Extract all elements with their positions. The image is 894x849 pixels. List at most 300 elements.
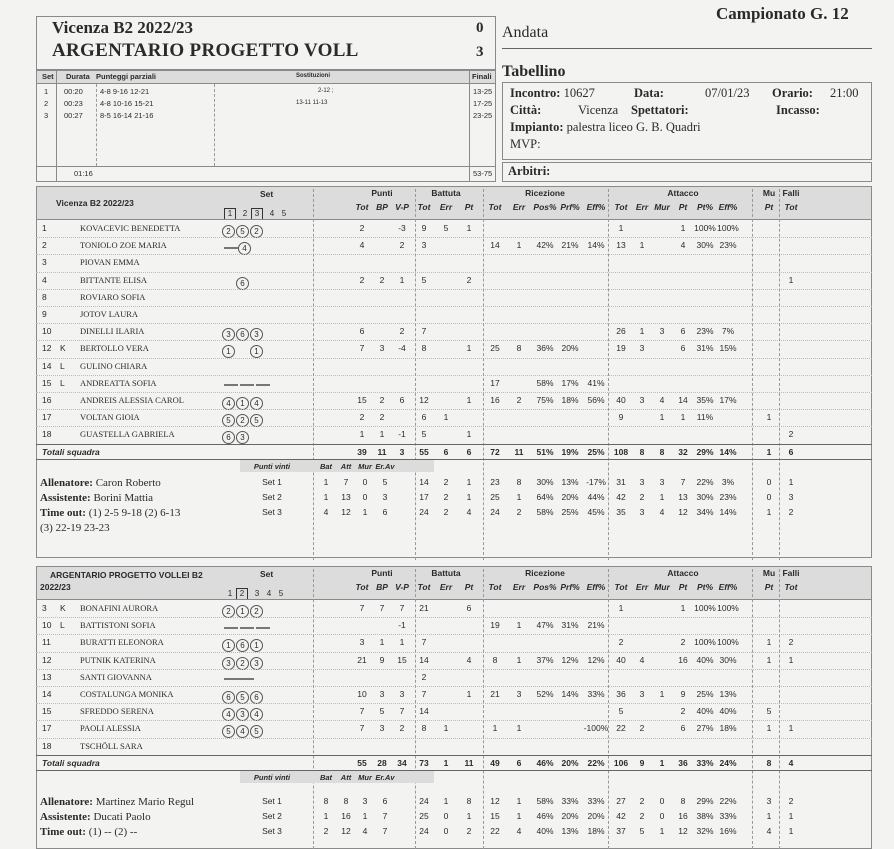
set-number-3: 3 — [251, 208, 263, 220]
summary-set-label: Set 1 — [262, 477, 282, 487]
set-position-circle: 3 — [236, 708, 249, 721]
stat-cell: 1 — [516, 654, 522, 665]
stat-cell: 2 — [788, 637, 794, 648]
col-head-11: Tot — [614, 202, 628, 212]
impianto-value: palestra liceo G. B. Quadri — [566, 120, 701, 134]
summary-cell: 1 — [362, 507, 368, 517]
row-divider — [36, 306, 872, 307]
stat-cell: 3 — [421, 240, 427, 251]
stat-cell: 16 — [678, 654, 688, 665]
substitute-dash — [240, 384, 254, 386]
col-head-8: Pos% — [533, 582, 557, 592]
stat-cell: 25 — [490, 343, 500, 354]
summary-cell: 2 — [639, 796, 645, 806]
summary-head-1: Bat — [319, 773, 333, 782]
summary-cell: 6 — [382, 796, 388, 806]
stat-cell: 40% — [696, 706, 714, 717]
tabellino-title: Tabellino — [502, 63, 566, 80]
summary-cell: 6 — [382, 507, 388, 517]
stat-cell: 40 — [616, 395, 626, 405]
set-duration: 00:20 — [64, 87, 83, 96]
sets-col-sostituzioni: Sostituzioni — [296, 73, 330, 79]
stat-cell: 1 — [466, 689, 472, 699]
stat-cell: 9 — [421, 223, 427, 233]
stat-cell: 7 — [421, 689, 427, 699]
stat-cell: 2 — [788, 429, 794, 440]
summary-cell: 5 — [382, 477, 388, 487]
stat-cell: 23% — [696, 326, 714, 337]
total-cell: 46% — [536, 758, 554, 768]
summary-cell: 7 — [382, 811, 388, 821]
col-group-mu: Mu — [762, 188, 776, 198]
team1-name: Vicenza B2 2022/23 — [56, 198, 134, 208]
stat-cell: -3 — [398, 223, 406, 233]
summary-cell: 0 — [766, 492, 772, 502]
total-cell: 20% — [561, 758, 579, 768]
sets-col-set: Set — [42, 72, 54, 81]
player-number: 1 — [42, 223, 47, 233]
stat-cell: 1 — [766, 412, 772, 423]
stat-cell: 10 — [357, 689, 367, 699]
divider — [502, 48, 872, 49]
stat-cell: 2 — [399, 723, 405, 734]
summary-cell: 20% — [561, 492, 579, 502]
stat-cell: 3 — [379, 343, 385, 354]
set-number-4: 4 — [266, 589, 272, 598]
stat-cell: 1 — [788, 654, 794, 665]
total-cell: 72 — [490, 447, 500, 457]
stat-cell: 7 — [359, 706, 365, 717]
col-group-battuta: Battuta — [431, 188, 461, 198]
stat-cell: 4 — [466, 654, 472, 665]
set-position-circle: 2 — [222, 605, 235, 618]
stat-cell: 18% — [719, 723, 737, 734]
stat-cell: 1 — [680, 603, 686, 613]
row-divider — [36, 392, 872, 393]
stat-cell: 2 — [680, 706, 686, 717]
assistant-name: Borini Mattia — [93, 492, 154, 504]
row-divider — [36, 272, 872, 273]
column-divider — [313, 569, 314, 849]
set-position-circle: 3 — [222, 657, 235, 670]
stat-cell: 2 — [359, 412, 365, 423]
player-name: PUTNIK KATERINA — [80, 654, 156, 665]
summary-cell: 15 — [490, 811, 500, 821]
total-cell: 33% — [696, 758, 714, 768]
player-number: 16 — [42, 395, 52, 405]
set-number-1: 1 — [224, 208, 236, 220]
summary-cell: 38% — [696, 811, 714, 821]
col-head-3: Tot — [417, 582, 431, 592]
summary-head-1: Bat — [319, 462, 333, 471]
player-number: 12 — [42, 654, 52, 665]
total-cell: 32 — [678, 447, 688, 457]
player-name: TSCHÖLL SARA — [80, 740, 143, 751]
stat-cell: 4 — [359, 240, 365, 251]
player-number: 18 — [42, 429, 52, 440]
col-head-17: Pt — [764, 202, 774, 212]
set-number: 1 — [44, 87, 49, 96]
player-name: PIOVAN EMMA — [80, 257, 140, 268]
set-position-circle: 5 — [222, 725, 235, 738]
summary-head-3: Mur — [358, 462, 372, 471]
arbitri-box — [502, 162, 872, 182]
summary-cell: 40% — [536, 826, 554, 836]
summary-cell: 1 — [466, 811, 472, 821]
row-divider — [36, 738, 872, 739]
summary-cell: 37 — [616, 826, 626, 836]
assistant-name: Ducati Paolo — [93, 811, 151, 823]
summary-cell: 44% — [587, 492, 605, 502]
summary-cell: 14% — [719, 507, 737, 517]
set-position-circle: 1 — [250, 345, 263, 358]
player-number: 15 — [42, 706, 52, 717]
stat-cell: 2 — [466, 274, 472, 285]
substitute-dash — [256, 384, 270, 386]
divider — [214, 84, 215, 166]
summary-head-4: Er.Av — [375, 773, 395, 782]
stat-cell: 1 — [443, 723, 449, 734]
set-number-5: 5 — [281, 209, 287, 218]
stat-cell: 1 — [379, 637, 385, 648]
stat-cell: 7 — [359, 603, 365, 613]
col-head-11: Tot — [614, 582, 628, 592]
summary-cell: 16 — [341, 811, 351, 821]
total-cell: 49 — [490, 758, 500, 768]
summary-cell: 2 — [788, 507, 794, 517]
total-cell: 4 — [788, 758, 794, 768]
coach-name: Martinez Mario Regul — [95, 796, 195, 808]
stat-cell: 1 — [766, 654, 772, 665]
stat-cell: 37% — [536, 654, 554, 665]
col-head-12: Err — [635, 582, 649, 592]
set-position-circle: 4 — [250, 397, 263, 410]
summary-cell: 4 — [466, 507, 472, 517]
stat-cell: 15 — [397, 654, 407, 665]
summary-cell: 1 — [659, 826, 665, 836]
player-number: 10 — [42, 326, 52, 337]
stat-cell: 1 — [618, 603, 624, 613]
stat-cell: 6 — [466, 603, 472, 613]
summary-cell: 0 — [362, 477, 368, 487]
team1-timeout-row — [40, 507, 180, 519]
stat-cell: 100% — [694, 603, 716, 613]
substitute-dash — [224, 384, 238, 386]
row-divider — [36, 289, 872, 290]
stat-cell: 1 — [443, 412, 449, 423]
team2-assistant-row — [40, 811, 151, 823]
set-number: 2 — [44, 99, 49, 108]
column-divider — [752, 189, 753, 560]
total-cell: 39 — [357, 447, 367, 457]
summary-cell: 3 — [639, 507, 645, 517]
substitute-dash — [240, 627, 254, 629]
stat-cell: 2 — [359, 223, 365, 233]
col-head-2: V-P — [395, 202, 409, 212]
summary-cell: 12 — [678, 826, 688, 836]
summary-cell: 42 — [616, 811, 626, 821]
summary-cell: 0 — [659, 796, 665, 806]
row-divider — [36, 703, 872, 704]
summary-cell: 1 — [788, 811, 794, 821]
stat-cell: 52% — [536, 689, 554, 699]
stat-cell: 6 — [680, 723, 686, 734]
set-position-circle: 1 — [236, 605, 249, 618]
summary-cell: 1 — [362, 811, 368, 821]
set-position-circle: 2 — [250, 605, 263, 618]
total-cell: 51% — [536, 447, 554, 457]
divider — [36, 166, 496, 167]
player-name: JOTOV LAURA — [80, 309, 139, 319]
impianto-row — [510, 120, 701, 135]
set-number-4: 4 — [269, 209, 275, 218]
stat-cell: 7 — [421, 637, 427, 648]
stat-cell: 1 — [379, 429, 385, 440]
col-head-1: BP — [376, 582, 388, 592]
player-name: GULINO CHIARA — [80, 360, 148, 371]
summary-cell: 8 — [680, 796, 686, 806]
col-head-14: Pt — [678, 202, 688, 212]
total-cell: 29% — [696, 447, 714, 457]
stat-cell: 1 — [639, 326, 645, 337]
stat-cell: 2 — [399, 240, 405, 251]
player-number: 9 — [42, 309, 47, 319]
summary-set-label: Set 2 — [262, 492, 282, 502]
divider — [56, 71, 57, 181]
summary-cell: 3% — [721, 477, 735, 487]
total-cell: 24% — [719, 758, 737, 768]
spettatori-label: Spettatori: — [631, 103, 689, 117]
stat-cell: 21 — [419, 603, 429, 613]
stat-cell: 2 — [516, 395, 522, 405]
stat-cell: 4 — [680, 240, 686, 251]
summary-cell: 1 — [323, 477, 329, 487]
set-position-circle: 6 — [236, 277, 249, 290]
player-number: 12 — [42, 343, 52, 354]
summary-cell: 22% — [719, 796, 737, 806]
substitute-dash — [224, 678, 254, 680]
summary-cell: 42 — [616, 492, 626, 502]
stat-cell: 22 — [616, 723, 626, 734]
row-divider — [36, 720, 872, 721]
stat-cell: 2 — [379, 274, 385, 285]
team2-name: ARGENTARIO PROGETTO VOLLEI B2 — [50, 570, 203, 580]
col-group-falli: Falli — [782, 188, 800, 198]
summary-cell: 2 — [466, 826, 472, 836]
stat-cell: 30% — [696, 240, 714, 251]
col-head-10: Eff% — [586, 202, 606, 212]
row-divider — [36, 254, 872, 255]
set-substitutions: 13-11 11-13 — [296, 100, 328, 106]
divider — [96, 84, 97, 166]
summary-cell: 0 — [766, 477, 772, 487]
total-cell: 34 — [397, 758, 407, 768]
stat-cell: 12% — [587, 654, 605, 665]
total-cell: 106 — [613, 758, 629, 768]
row-divider — [36, 652, 872, 653]
stat-cell: 4 — [659, 395, 665, 405]
row-divider — [36, 686, 872, 687]
stat-cell: -1 — [398, 620, 406, 631]
player-name: BONAFINI AURORA — [80, 603, 159, 613]
summary-cell: 58% — [536, 507, 554, 517]
col-head-1: BP — [376, 202, 388, 212]
player-number: 2 — [42, 240, 47, 251]
player-name: COSTALUNGA MONIKA — [80, 689, 174, 699]
stat-cell: 8 — [421, 343, 427, 354]
total-cell: 55 — [419, 447, 429, 457]
orario-label: Orario: — [772, 86, 813, 100]
summary-cell: 45% — [587, 507, 605, 517]
col-head-6: Tot — [488, 582, 502, 592]
stat-cell: 21 — [490, 689, 500, 699]
stat-cell: 5 — [443, 223, 449, 233]
stat-cell: 31% — [696, 343, 714, 354]
stat-cell: 30% — [719, 654, 737, 665]
stat-cell: 7 — [399, 706, 405, 717]
team1-timeout2: (3) 22-19 23-23 — [40, 522, 110, 534]
col-head-0: Tot — [355, 202, 369, 212]
stat-cell: 4 — [639, 654, 645, 665]
stat-cell: 21% — [561, 240, 579, 251]
summary-head-0: Punti vinti — [253, 773, 291, 782]
stat-cell: 3 — [639, 689, 645, 699]
stat-cell: 2 — [639, 723, 645, 734]
substitute-dash — [256, 627, 270, 629]
stat-cell: 1 — [788, 723, 794, 734]
team2-totals-label: Totali squadra — [42, 758, 100, 768]
set-position-circle: 5 — [250, 414, 263, 427]
player-name: DINELLI ILARIA — [80, 326, 145, 337]
stat-cell: 100% — [717, 603, 739, 613]
stat-cell: 1 — [766, 723, 772, 734]
col-head-9: Prf% — [560, 202, 580, 212]
column-divider — [483, 189, 484, 560]
stat-cell: 21% — [587, 620, 605, 631]
col-head-9: Prf% — [560, 582, 580, 592]
col-head-13: Mur — [654, 582, 670, 592]
summary-cell: -17% — [586, 477, 606, 487]
summary-cell: 13% — [561, 477, 579, 487]
substitute-dash — [224, 627, 238, 629]
timeout-value: (1) -- (2) -- — [88, 826, 138, 838]
stat-cell: 100% — [717, 637, 739, 648]
stat-cell: 20% — [561, 343, 579, 354]
stat-cell: 5 — [766, 706, 772, 717]
col-group-mu: Mu — [762, 568, 776, 578]
stat-cell: 1 — [680, 223, 686, 233]
stat-cell: 42% — [536, 240, 554, 251]
set-position-circle: 1 — [250, 639, 263, 652]
stat-cell: 1 — [466, 343, 472, 354]
set-final-score: 17-25 — [473, 99, 493, 108]
set-position-circle: 5 — [222, 414, 235, 427]
player-number: 13 — [42, 671, 52, 682]
set-position-circle: 3 — [250, 657, 263, 670]
set-final-score: 13-25 — [473, 87, 493, 96]
row-divider — [36, 409, 872, 410]
player-number: 14 — [42, 689, 52, 699]
total-cell: 6 — [443, 447, 449, 457]
player-name: ROVIARO SOFIA — [80, 291, 146, 302]
stat-cell: 14% — [561, 689, 579, 699]
column-divider — [415, 189, 416, 560]
col-head-5: Pt — [464, 582, 474, 592]
summary-cell: 1 — [516, 492, 522, 502]
stat-cell: -4 — [398, 343, 406, 354]
sets-col-parziali: Punteggi parziali — [96, 72, 157, 81]
summary-cell: 64% — [536, 492, 554, 502]
data-value: 07/01/23 — [705, 86, 750, 100]
summary-set-label: Set 3 — [262, 826, 282, 836]
total-cell: 14% — [719, 447, 737, 457]
stat-cell: 40 — [616, 654, 626, 665]
set-duration: 00:27 — [64, 111, 83, 120]
column-divider — [608, 189, 609, 560]
col-group-punti: Punti — [371, 568, 393, 578]
summary-cell: 2 — [516, 507, 522, 517]
summary-cell: 13 — [341, 492, 351, 502]
timeout-label: Time out: — [40, 826, 86, 838]
total-cell: 1 — [766, 447, 772, 457]
set-position-circle: 1 — [222, 639, 235, 652]
substitute-dash — [224, 247, 238, 249]
col-head-4: Err — [439, 202, 453, 212]
stat-cell: 5 — [421, 274, 427, 285]
team2-name-line2: 2022/23 — [40, 582, 71, 592]
row-divider — [36, 323, 872, 324]
data-label: Data: — [634, 86, 664, 100]
col-head-15: Pt% — [696, 202, 714, 212]
timeout-label: Time out: — [40, 507, 86, 519]
sets-col-finali: Finali — [472, 72, 492, 81]
total-cell: 22% — [587, 758, 605, 768]
stat-cell: 2 — [399, 326, 405, 337]
column-divider — [608, 569, 609, 849]
set-position-circle: 4 — [238, 242, 251, 255]
stat-cell: 9 — [379, 654, 385, 665]
set-position-circle: 4 — [236, 725, 249, 738]
set-position-circle: 4 — [250, 708, 263, 721]
col-head-2: V-P — [395, 582, 409, 592]
mvp-label: MVP: — [510, 137, 541, 151]
phase-label: Andata — [502, 24, 549, 41]
summary-cell: 4 — [659, 507, 665, 517]
summary-cell: 17 — [419, 492, 429, 502]
divider — [36, 219, 872, 220]
home-team-name: Vicenza B2 2022/23 — [52, 18, 194, 37]
summary-cell: 8 — [516, 477, 522, 487]
stat-cell: 47% — [536, 620, 554, 631]
player-name: BURATTI ELEONORA — [80, 637, 164, 648]
team2-timeout-row — [40, 826, 137, 838]
set-number-2: 2 — [242, 209, 248, 218]
stat-cell: 3 — [659, 326, 665, 337]
total-cell: 25% — [587, 447, 605, 457]
divider — [36, 755, 872, 756]
player-role: K — [60, 343, 66, 354]
set-position-circle: 5 — [236, 225, 249, 238]
stat-cell: 56% — [587, 395, 605, 405]
summary-cell: 1 — [516, 811, 522, 821]
set-position-circle: 3 — [222, 328, 235, 341]
player-role: L — [60, 360, 65, 371]
stat-cell: 5 — [379, 706, 385, 717]
stat-cell: 14 — [678, 395, 688, 405]
col-head-18: Tot — [784, 582, 798, 592]
stat-cell: 1 — [466, 395, 472, 405]
stat-cell: 3 — [399, 689, 405, 699]
